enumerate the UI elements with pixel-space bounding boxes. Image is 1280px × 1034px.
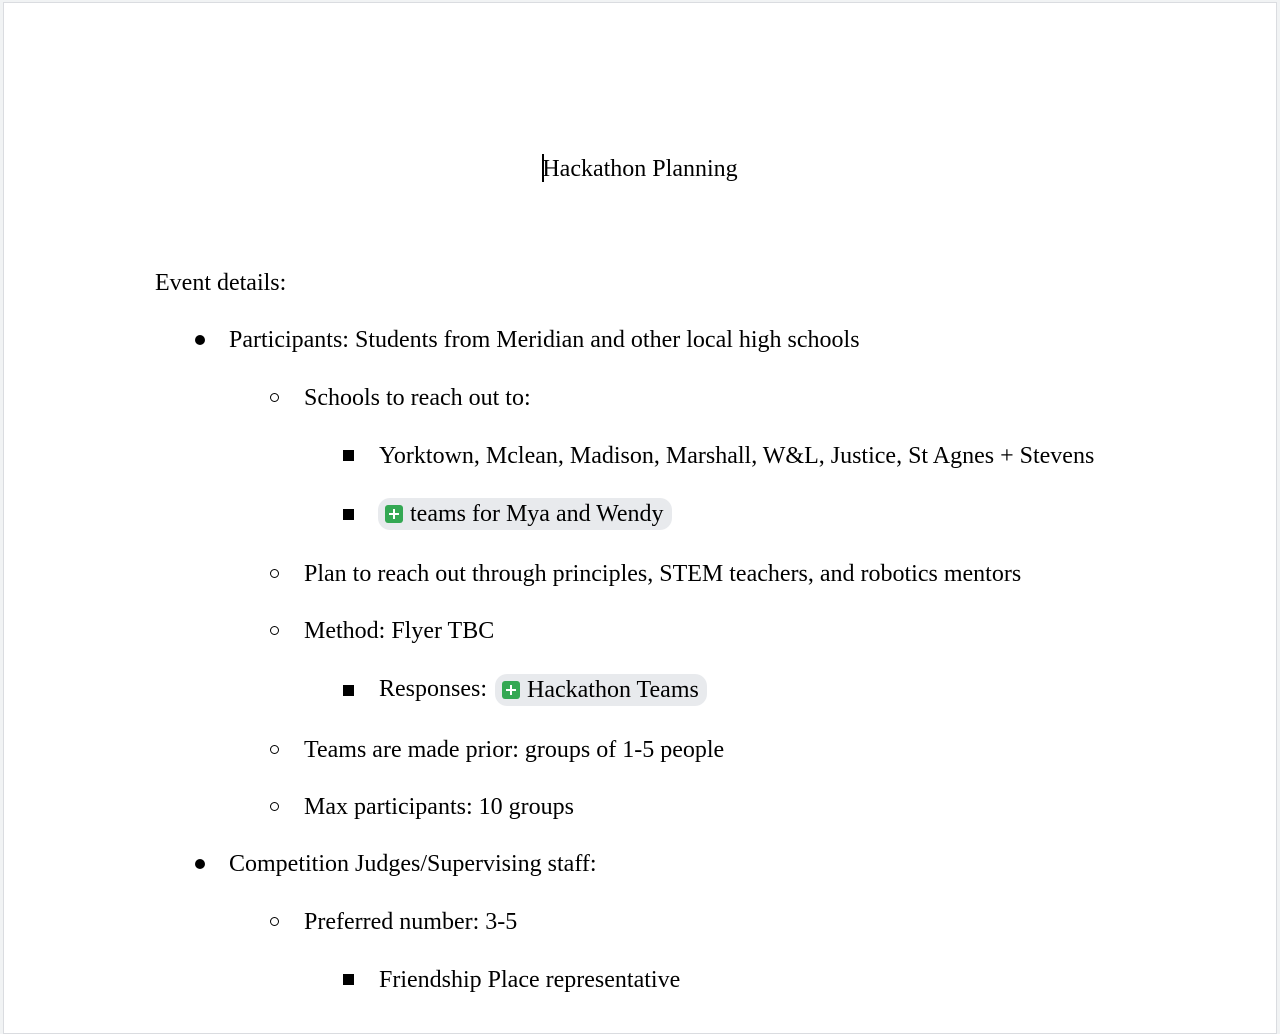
teams-item: Teams are made prior: groups of 1-5 people	[304, 737, 725, 763]
chip-label: teams for Mya and Wendy	[410, 501, 664, 528]
representative-item: Friendship Place representative	[379, 967, 681, 993]
responses-item	[379, 673, 707, 706]
preferred-number-item: Preferred number: 3-5	[304, 909, 518, 935]
method-item: Method: Flyer TBC	[304, 618, 495, 644]
google-sheets-icon	[502, 681, 520, 699]
google-sheets-icon	[385, 505, 403, 523]
square-bullet	[343, 974, 354, 985]
square-bullet	[343, 509, 354, 520]
circle-bullet	[270, 745, 279, 754]
circle-bullet	[270, 569, 279, 578]
square-bullet	[343, 450, 354, 461]
participants-item: Participants: Students from Meridian and other local high schools	[229, 327, 860, 353]
teams-chip-item	[378, 497, 672, 530]
responses-label: Responses:	[379, 676, 487, 702]
schools-item: Schools to reach out to:	[304, 385, 531, 411]
document-title: Hackathon Planning	[542, 156, 738, 182]
square-bullet	[343, 685, 354, 696]
disc-bullet	[195, 335, 205, 345]
section-heading: Event details:	[155, 270, 287, 296]
circle-bullet	[270, 626, 279, 635]
judges-item: Competition Judges/Supervising staff:	[229, 851, 597, 877]
circle-bullet	[270, 393, 279, 402]
circle-bullet	[270, 802, 279, 811]
schools-list-item: Yorktown, Mclean, Madison, Marshall, W&L, Justice, St Agnes + Stevens	[379, 443, 1095, 469]
teams-for-mya-and-wendy-chip[interactable]	[378, 498, 672, 530]
hackathon-teams-chip[interactable]	[495, 674, 707, 706]
circle-bullet	[270, 917, 279, 926]
document-page[interactable]	[3, 2, 1277, 1034]
title-line[interactable]	[4, 153, 1276, 185]
plan-item: Plan to reach out through principles, STEM teachers, and robotics mentors	[304, 561, 1022, 587]
disc-bullet	[195, 859, 205, 869]
max-participants-item: Max participants: 10 groups	[304, 794, 574, 820]
chip-label: Hackathon Teams	[527, 677, 699, 704]
